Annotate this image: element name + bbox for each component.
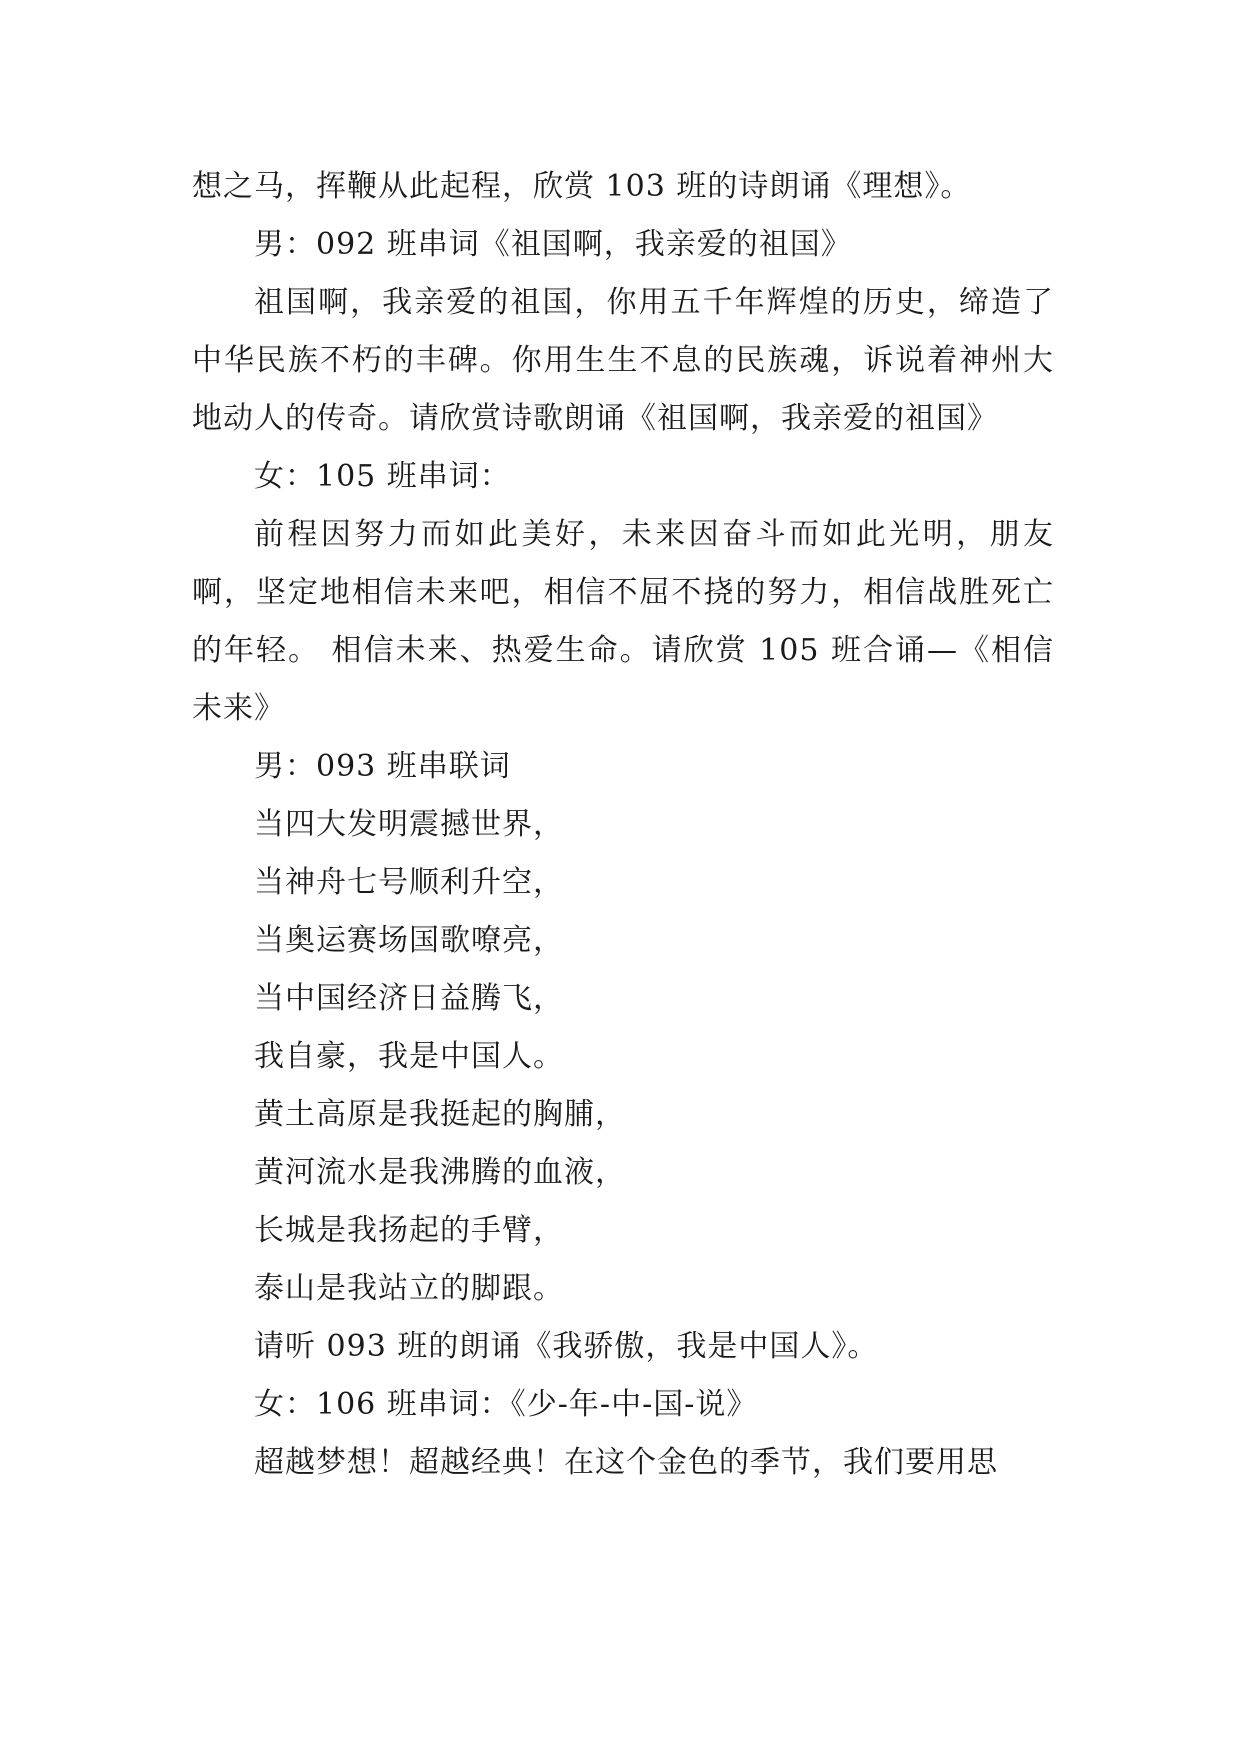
poem-line: 我自豪，我是中国人。 (254, 1039, 564, 1074)
paragraph-105-heading: 女：105 班串词： (254, 459, 511, 494)
document-body (192, 158, 1054, 1492)
paragraph-092-heading: 男：092 班串词《祖国啊，我亲爱的祖国》 (254, 227, 852, 262)
paragraph-092-body: 祖国啊，我亲爱的祖国，你用五千年辉煌的历史，缔造了中华民族不朽的丰碑。你用生生不息的民族魂，诉说着神州大地动人的传奇。请欣赏诗歌朗诵《祖国啊，我亲爱的祖国》 (192, 285, 1054, 436)
poem-line: 黄河流水是我沸腾的血液， (254, 1155, 626, 1190)
paragraph-093-invite: 请听 093 班的朗诵《我骄傲，我是中国人》。 (254, 1329, 879, 1364)
poem-line: 当神舟七号顺利升空， (254, 865, 564, 900)
poem-line: 当四大发明震撼世界， (254, 807, 564, 842)
poem-line: 长城是我扬起的手臂， (254, 1213, 564, 1248)
poem-line: 当中国经济日益腾飞， (254, 981, 564, 1016)
paragraph-106-body: 超越梦想！超越经典！在这个金色的季节，我们要用思 (254, 1445, 998, 1480)
paragraph-093-heading: 男：093 班串联词 (254, 749, 511, 784)
paragraph-105-body: 前程因努力而如此美好，未来因奋斗而如此光明，朋友啊，坚定地相信未来吧，相信不屈不挠的努力，相信战胜死亡的年轻。 相信未来、热爱生命。请欣赏 105 班合诵—《相信未来》 (192, 517, 1054, 726)
paragraph-106-heading: 女：106 班串词：《少-年-中-国-说》 (254, 1387, 758, 1422)
paragraph-continuation: 想之马，挥鞭从此起程，欣赏 103 班的诗朗诵《理想》。 (192, 169, 972, 204)
poem-line: 当奥运赛场国歌嘹亮， (254, 923, 564, 958)
poem-line: 黄土高原是我挺起的胸脯， (254, 1097, 626, 1132)
poem-line: 泰山是我站立的脚跟。 (254, 1271, 564, 1306)
